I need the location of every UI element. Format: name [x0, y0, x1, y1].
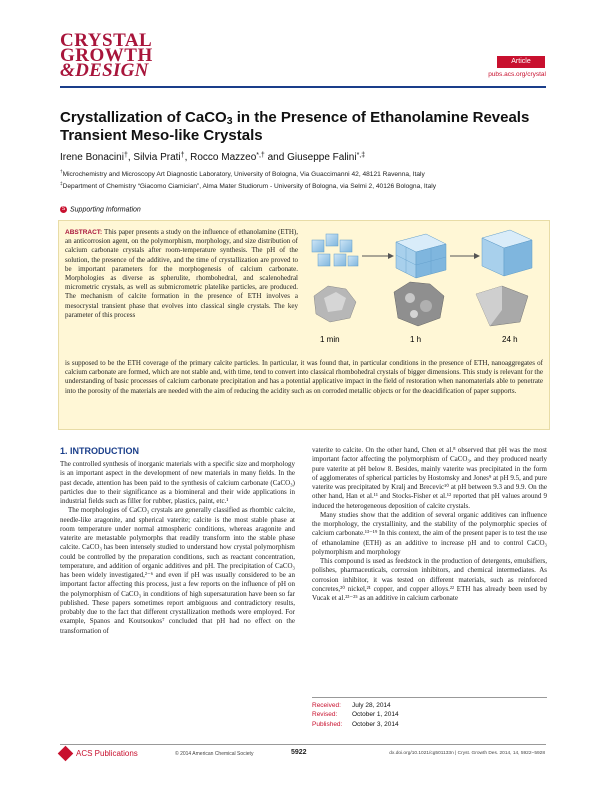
paragraph: Many studies show that the addition of several organic additives can influence the morphology, the crystallinity, and the stability of the polymorphic species of calcium carbonate.¹³⁻¹⁹ In this context, the aim of the present paper is to test the use of ethanolamine (ETH) as an additive to increase pH and to control CaCO₃ polymorphism and morphology — [312, 510, 547, 556]
header-divider — [60, 86, 546, 88]
acs-hexagon-icon — [58, 746, 74, 762]
paragraph: This compound is used as feedstock in the production of detergents, emulsifiers, polishes, pharmaceuticals, corrosion inhibitors, and chemical intermediates. As corrosion inhibitor, it was tested on different materials, such as reinforced concretes,²⁰ nickel,²¹ copper, and copper alloys.²² ETH has already been used by Vucak et al.²³⁻²⁵ as an additive in calcium carbonate — [312, 557, 547, 602]
author-name[interactable]: Silvia Prati — [133, 152, 181, 163]
paragraph: The morphologies of CaCO₃ crystals are generally classified as rhombic calcite, needle-like aragonite, and spherical vaterite; calcite is the most stable phase at room temperature under normal atmospheric conditions, whereas aragonite and vaterite are metastable polymorphs that readily transform into the stable phase calcite. CaCO₃ has been intensely studied to understand how crystal polymorphism could be controlled by the preparation conditions, such as reactant concentration, temperature, and addition of organic additives and pH. The precipitation of CaCO₃ has been widely investigated,²⁻⁶ and even if pH was usually considered to be an important factor affecting this process, just a few reports on the influence of pH on the polymorphism of CaCO₃ in conditions of high supersaturation have been so far published. These papers sometimes report ambiguous and contradictory results, probably due to the fact that different crystallization methods were employed. For example, Spanos and Koutsoukos⁷ concluded that pH had no effect on the transformation of — [60, 506, 295, 635]
time-label: 1 h — [410, 335, 422, 344]
mesocrystal-block — [396, 234, 446, 278]
supporting-info-link[interactable]: S Supporting Information — [61, 206, 141, 214]
date-row: Published: October 3, 2014 — [312, 720, 399, 728]
publication-dates — [312, 697, 547, 729]
left-column — [60, 460, 295, 636]
date-row: Revised: October 1, 2014 — [312, 711, 399, 719]
author-name[interactable]: Giuseppe Falini — [287, 152, 357, 163]
time-label: 24 h — [502, 335, 518, 344]
author-name[interactable]: Rocco Mazzeo — [190, 152, 257, 163]
paragraph: The controlled synthesis of inorganic materials with a specific size and morphology is an important aspect in the development of new materials in many fields. In the past decade, attention has been paid to the synthesis of calcium carbonate (CaCO₃) particles due to their significance as a biomineral and their wide applications in industrial fields such as filler for rubber, plastics, paint, etc.¹ — [60, 460, 295, 505]
article-type-badge: Article — [497, 56, 545, 68]
copyright-notice: © 2014 American Chemical Society — [175, 751, 254, 757]
date-row: Received: July 28, 2014 — [312, 702, 391, 709]
single-crystal-cube — [482, 230, 532, 276]
page-number: 5922 — [291, 749, 307, 756]
small-cube-cluster — [312, 234, 358, 266]
abstract-text-column: ABSTRACT: This paper presents a study on the influence of ethanolamine (ETH), an anticorrosion agent, on the polymorphism, morphology, and size distribution of calcium carbonate crystals after room-temperature synthesis. The pH of the solution, the presence of the additive, and the time of crystallization are proved to be important parameters for the morphogenesis of calcium carbonate. Morphologies as diverse as spherulite, rhombohedral, and scalenohedral micrometric crystals, as well as submicrometric platelike particles, are produced. The mechanism of calcite formation in the presence of ETH involves a mesocrystal transient phase that evolves into classical single crystals. The key parameter of this process — [65, 228, 299, 319]
journal-logo — [60, 30, 220, 81]
abstract-text-full: is supposed to be the ETH coverage of the primary calcite particles. In particular, it was found that, in particular conditions in the presence of ETH, nanoaggregates of calcium carbonate are formed, which are not stable and, with time, tend to convert into classical rhombohedral crystals of bigger dimensions. This study is relevant for the understanding of basic processes of calcium carbonate precipitation and has a potential applicative impact in the field of restoration when nanomaterials able to penetrate into the porosity of the materials are needed with the aim of reducing the acidity such as on corroded metallic objects or for the deacidification of paper supports. — [65, 359, 543, 395]
footer-divider — [60, 744, 546, 745]
logo-line-2: GROWTH — [60, 45, 153, 66]
toc-graphic — [306, 226, 542, 350]
supporting-info-icon: S — [61, 206, 66, 212]
publisher-logo: ACS Publications — [60, 748, 138, 759]
section-heading: 1. INTRODUCTION — [60, 446, 140, 456]
sem-particle — [394, 282, 444, 326]
paragraph: vaterite to calcite. On the other hand, Chen et al.⁸ observed that pH was the most important factor affecting the polymorphism of CaCO₃, and they produced nearly pure vaterite at pH below 8. Besides, mainly vaterite was precipitated in the form of agglomerates of spherical particles by Hostomsky and Jones⁹ at pH 9.5, and pure vaterite was precipitated by Kralj and Brecevic¹⁰ at pH between 9.3 and 9.9. On the other hand, Han et al.¹¹ and Stocks-Fisher et al.¹² reported that pH values around 9 induced the heterogeneous deposition of calcite crystals. — [312, 446, 547, 510]
affiliation: †Microchemistry and Microscopy Art Diagnostic Laboratory, University of Bologna, Via Guaccimanni 42, 48121 Ravenna, Italy — [60, 169, 425, 178]
sem-particle — [476, 286, 528, 326]
author-name[interactable]: Irene Bonacini — [60, 152, 124, 163]
crystal-growth-illustration — [306, 226, 542, 350]
right-column — [312, 446, 547, 603]
doi-citation-link[interactable]: dx.doi.org/10.1021/cg501133n | Cryst. Growth Des. 2014, 14, 5922−5928 — [389, 751, 545, 756]
journal-url-link[interactable]: pubs.acs.org/crystal — [488, 71, 546, 78]
author-list: Irene Bonacini†, Silvia Prati†, Rocco Mazzeo*,† and Giuseppe Falini*,‡ — [60, 152, 366, 163]
logo-line-1: CRYSTAL — [60, 30, 153, 51]
time-label: 1 min — [320, 335, 340, 344]
article-title: Crystallization of CaCO$_3$ in the Presence of Ethanolamine Reveals Transient Meso-like Crystals — [60, 109, 530, 144]
affiliation: ‡Department of Chemistry “Giacomo Ciamician”, Alma Mater Studiorum - University of Bologna, via Selmi 2, 40126 Bologna, Italy — [60, 181, 437, 190]
sem-particle — [314, 286, 356, 322]
logo-line-3: &DESIGN — [60, 60, 149, 81]
